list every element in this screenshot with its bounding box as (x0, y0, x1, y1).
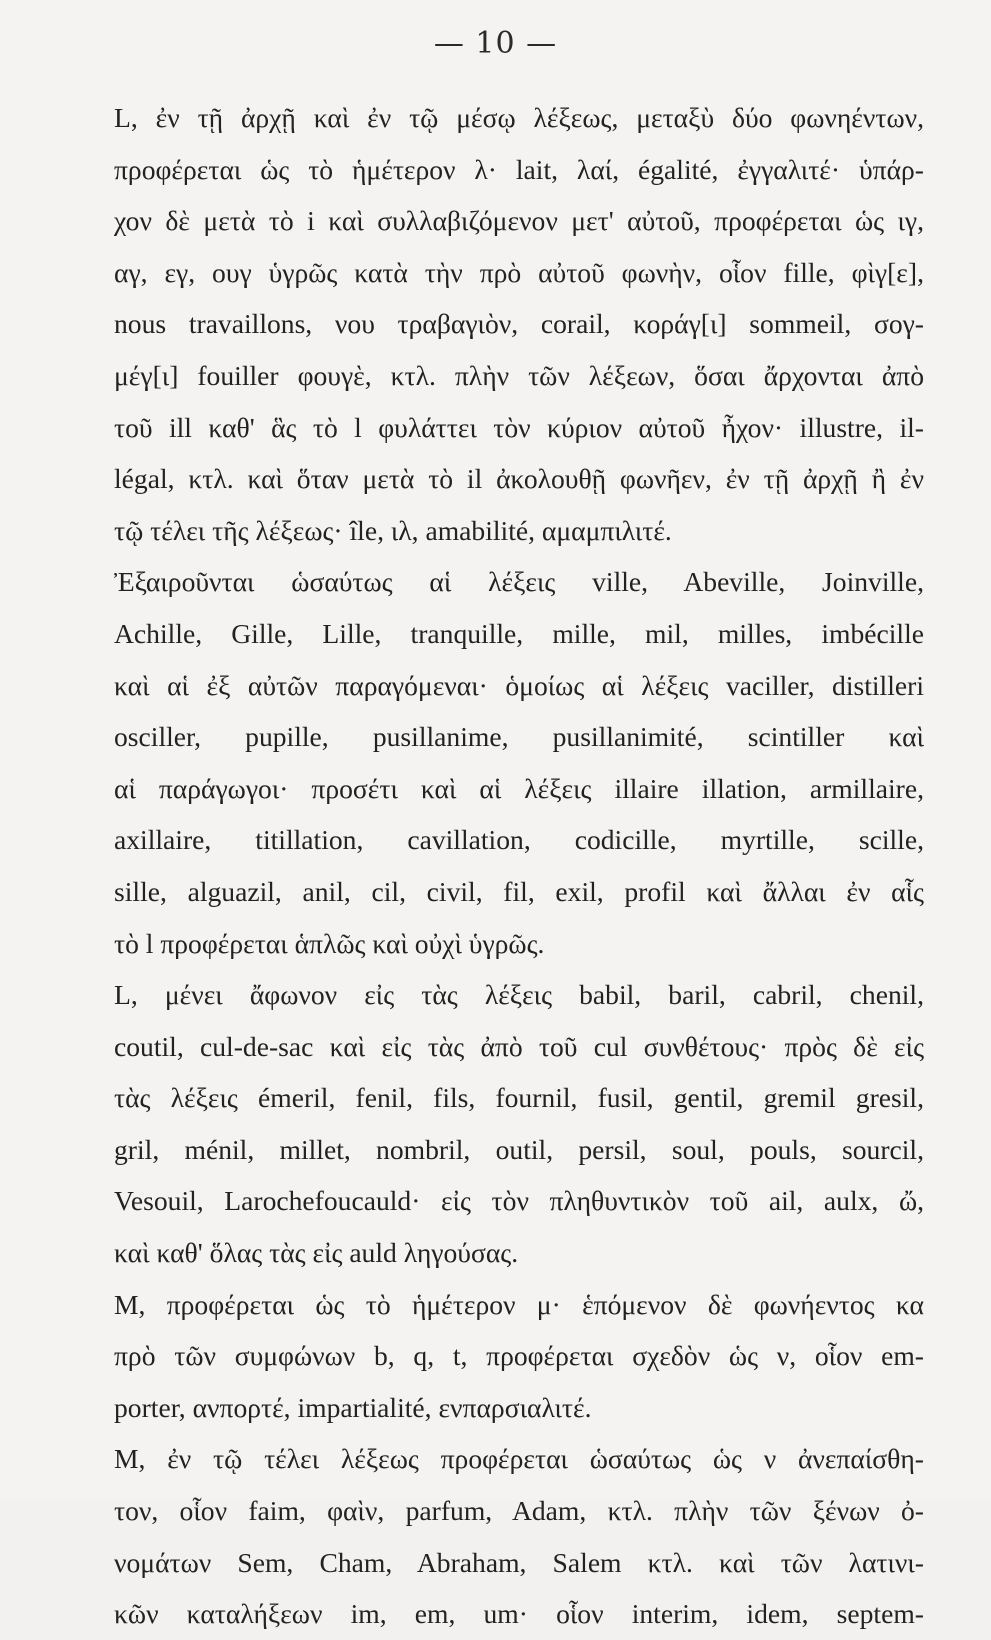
text-line: μέγ[ι] fouiller φουγὲ, κτλ. πλὴν τῶν λέξεων, ὅσαι ἄρχονται ἀπὸ (114, 359, 924, 391)
text-line: προφέρεται ὡς τὸ ἡμέτερον λ· lait, λαί, égalité, ἐγγαλιτέ· ὑπάρ- (114, 153, 924, 185)
text-line: M, ἐν τῷ τέλει λέξεως προφέρεται ὡσαύτως ὡς ν ἀνεπαίσθη- (114, 1443, 924, 1475)
text-line: porter, ανπορτέ, impartialité, ενπαρσιαλιτέ. (114, 1391, 592, 1423)
text-line: L, ἐν τῇ ἀρχῇ καὶ ἐν τῷ μέσῳ λέξεως, μεταξὺ δύο φωνηέντων, (114, 102, 924, 133)
text-line: χον δὲ μετὰ τὸ i καὶ συλλαβιζόμενον μετ' αὐτοῦ, προφέρεται ὡς ιγ, (114, 205, 924, 237)
text-line: καὶ καθ' ὅλας τὰς εἰς auld ληγούσας. (114, 1237, 519, 1269)
text-line: αἱ παράγωγοι· προσέτι καὶ αἱ λέξεις illaire illation, armillaire, (114, 772, 924, 804)
body-text (114, 92, 924, 1640)
text-line: τῷ τέλει τῆς λέξεως· île, ιλ, amabilité, αμαμπιλιτέ. (114, 514, 672, 546)
text-line: αγ, εγ, ουγ ὑγρῶς κατὰ τὴν πρὸ αὐτοῦ φωνὴν, οἷον fille, φὶγ[ε], (114, 256, 924, 288)
text-line: coutil, cul-de-sac καὶ εἰς τὰς ἀπὸ τοῦ cul συνθέτους· πρὸς δὲ εἰς (114, 1030, 924, 1062)
text-line: κῶν καταλήξεων im, em, um· οἷον interim, idem, septem- (114, 1598, 924, 1630)
text-line: Achille, Gille, Lille, tranquille, mille, mil, milles, imbécille (114, 617, 924, 649)
text-line: L, μένει ἄφωνον εἰς τὰς λέξεις babil, baril, cabril, chenil, (114, 979, 924, 1011)
text-line: axillaire, titillation, cavillation, codicille, myrtille, scille, (114, 824, 924, 856)
text-line: πρὸ τῶν συμφώνων b, q, t, προφέρεται σχεδὸν ὡς ν, οἷον em- (114, 1340, 924, 1372)
text-line: τοῦ ill καθ' ἃς τὸ l φυλάττει τὸν κύριον αὐτοῦ ἦχον· illustre, il- (114, 411, 924, 443)
text-line: M, προφέρεται ὡς τὸ ἡμέτερον μ· ἑπόμενον δὲ φωνήεντος κα (114, 1288, 924, 1320)
page-number: — 10 — (433, 26, 558, 61)
text-line: osciller, pupille, pusillanime, pusillanimité, scintiller καὶ (114, 721, 924, 753)
text-line: nous travaillons, νου τραβαγιὸν, corail, κοράγ[ι] sommeil, σογ- (114, 308, 924, 340)
text-line: Ἐξαιροῦνται ὡσαύτως αἱ λέξεις ville, Abeville, Joinville, (114, 566, 924, 598)
text-line: gril, ménil, millet, nombril, outil, persil, soul, pouls, sourcil, (114, 1133, 924, 1165)
text-line: τὸ l προφέρεται ἁπλῶς καὶ οὐχὶ ὑγρῶς. (114, 927, 545, 959)
text-line: Vesouil, Larochefoucauld· εἰς τὸν πληθυντικὸν τοῦ ail, aulx, ὤ, (114, 1185, 924, 1217)
text-line: νομάτων Sem, Cham, Abraham, Salem κτλ. καὶ τῶν λατινι- (114, 1546, 924, 1578)
text-line: καὶ αἱ ἐξ αὐτῶν παραγόμεναι· ὁμοίως αἱ λέξεις vaciller, distilleri (114, 669, 924, 701)
text-line: τον, οἷον faim, φαὶν, parfum, Adam, κτλ. πλὴν τῶν ξένων ὀ- (114, 1495, 924, 1527)
text-line: légal, κτλ. καὶ ὅταν μετὰ τὸ il ἀκολουθῇ φωνῆεν, ἐν τῇ ἀρχῇ ἢ ἐν (114, 463, 924, 495)
text-line: sille, alguazil, anil, cil, civil, fil, exil, profil καὶ ἄλλαι ἐν αἷς (114, 875, 924, 907)
text-line: τὰς λέξεις émeril, fenil, fils, fournil, fusil, gentil, gremil gresil, (114, 1082, 924, 1114)
